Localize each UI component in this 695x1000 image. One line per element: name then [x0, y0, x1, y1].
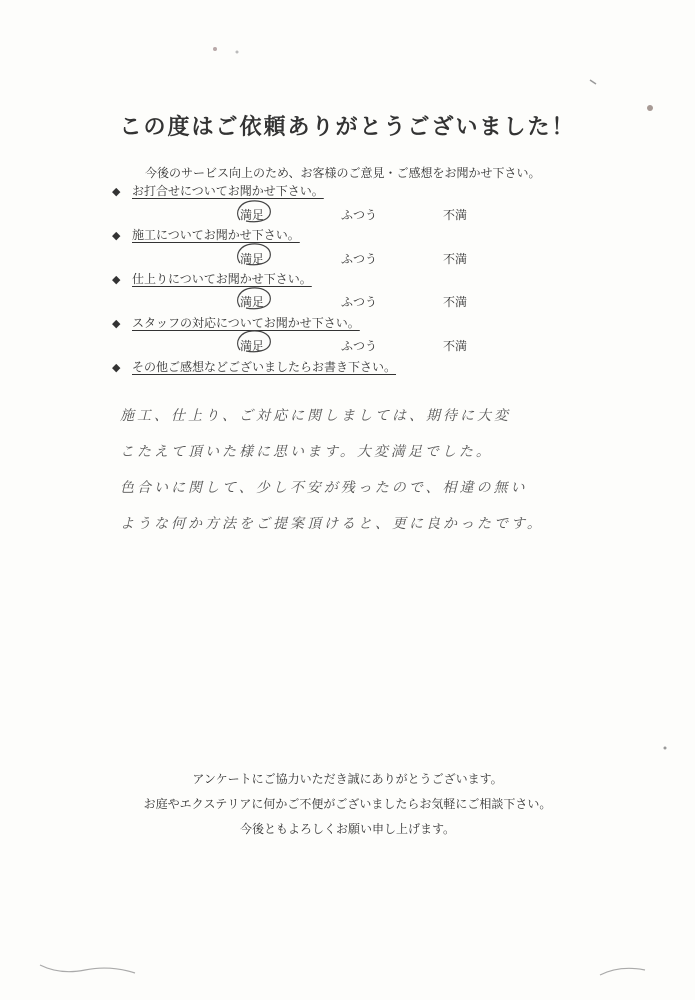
circle-mark-icon — [232, 241, 276, 269]
circle-mark-icon — [232, 328, 276, 356]
question-free-comment — [112, 358, 396, 375]
option-unsatisfied[interactable]: 不満 — [443, 208, 468, 222]
footer-thanks: アンケートにご協力いただき誠にありがとうございます。 — [192, 772, 503, 786]
diamond-bullet-icon: ◆ — [112, 185, 121, 198]
handwritten-line: こたえて頂いた様に思います。大変満足でした。 — [120, 444, 493, 460]
option-satisfied[interactable]: 満足 — [240, 295, 265, 309]
footer-regards: 今後ともよろしくお願い申し上げます。 — [239, 822, 456, 836]
option-satisfied[interactable]: 満足 — [240, 339, 265, 353]
circle-mark-icon — [232, 198, 276, 226]
handwritten-comment — [120, 398, 590, 542]
question-text: お打合せについてお聞かせ下さい。 — [132, 184, 324, 198]
option-unsatisfied[interactable]: 不満 — [443, 295, 468, 309]
question-text: その他ご感想などございましたらお書き下さい。 — [132, 360, 397, 374]
diamond-bullet-icon: ◆ — [112, 273, 121, 286]
intro-text: 今後のサービス向上のため、お客様のご意見・ご感想をお聞かせ下さい。 — [145, 166, 541, 180]
option-unsatisfied[interactable]: 不満 — [443, 339, 468, 353]
option-unsatisfied[interactable]: 不満 — [443, 252, 468, 266]
question-finish — [112, 270, 312, 287]
question-meeting — [112, 182, 324, 199]
footer-contact: お庭やエクステリアに何かご不便がございましたらお気軽にご相談下さい。 — [143, 797, 552, 811]
circle-mark-icon — [232, 285, 276, 313]
option-normal[interactable]: ふつう — [341, 252, 378, 266]
question-text: 施工についてお聞かせ下さい。 — [132, 228, 300, 242]
diamond-bullet-icon: ◆ — [112, 317, 121, 330]
handwritten-line: ような何か方法をご提案頂けると、更に良かったです。 — [120, 516, 544, 532]
option-normal[interactable]: ふつう — [341, 339, 378, 353]
handwritten-line: 施工、仕上り、ご対応に関しましては、期待に大変 — [120, 408, 511, 424]
page-title: この度はご依頼ありがとうございました！ — [119, 115, 576, 140]
handwritten-line: 色合いに関して、少し不安が残ったので、相違の無い — [120, 480, 528, 496]
option-normal[interactable]: ふつう — [341, 208, 378, 222]
option-satisfied[interactable]: 満足 — [240, 252, 265, 266]
diamond-bullet-icon: ◆ — [112, 361, 121, 374]
diamond-bullet-icon: ◆ — [112, 229, 121, 242]
question-text: 仕上りについてお聞かせ下さい。 — [132, 272, 312, 286]
question-text: スタッフの対応についてお聞かせ下さい。 — [132, 316, 360, 330]
option-satisfied[interactable]: 満足 — [240, 208, 265, 222]
option-normal[interactable]: ふつう — [341, 295, 378, 309]
